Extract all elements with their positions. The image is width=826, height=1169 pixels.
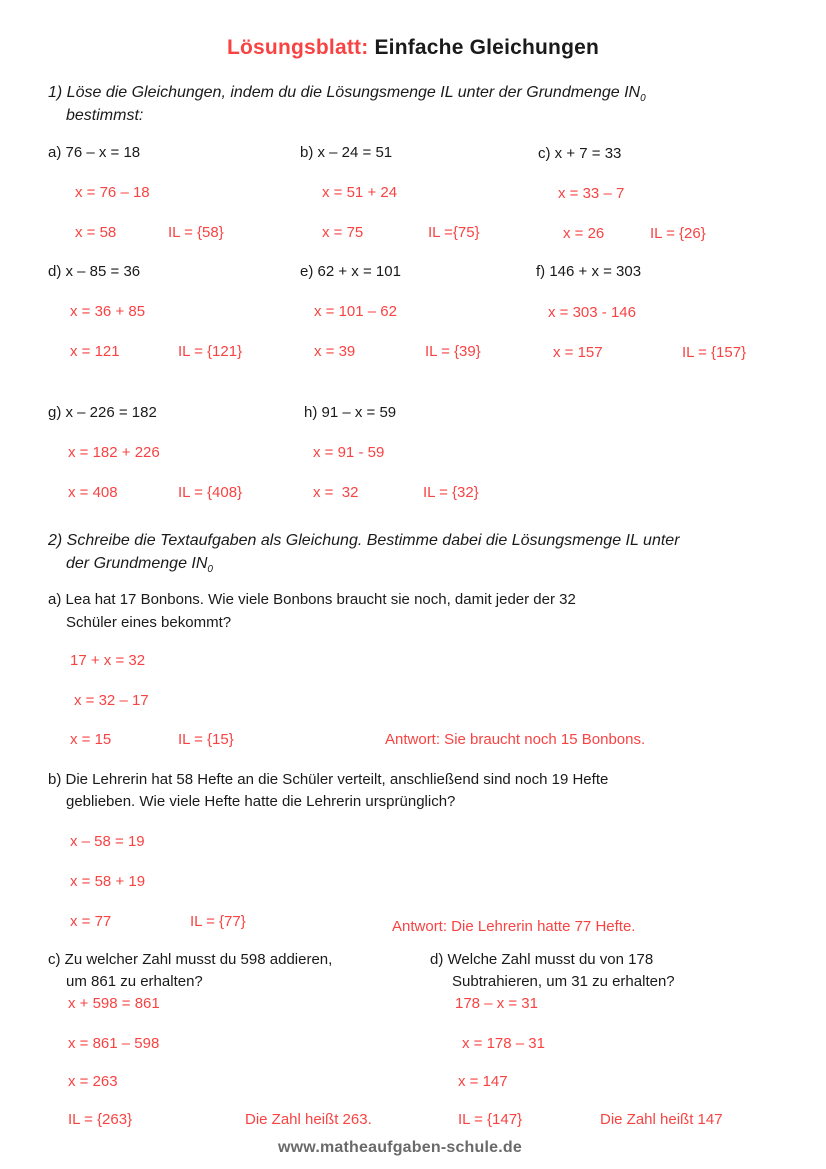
solution-step: x = 101 – 62	[314, 303, 397, 320]
task2-instruction-line2	[66, 554, 213, 576]
solution-set: IL = {26}	[650, 225, 706, 242]
word-problem-text: Schüler eines bekommt?	[66, 614, 232, 631]
instruction-text: der Grundmenge IN	[66, 555, 208, 572]
task2-instruction-line1: 2) Schreibe die Textaufgaben als Gleichung. Bestimme dabei die Lösungsmenge IL unter	[48, 532, 680, 549]
answer-text: Die Zahl heißt 263.	[245, 1111, 372, 1128]
solution-set: IL = {263}	[68, 1111, 133, 1128]
solution-set: IL = {157}	[682, 344, 747, 361]
solution-result: x = 77	[70, 913, 112, 930]
word-problem-text: c) Zu welcher Zahl musst du 598 addieren,	[48, 951, 333, 968]
solution-set: IL = {147}	[458, 1111, 523, 1128]
solution-result: x = 32	[313, 484, 359, 501]
task1-instruction-line1	[48, 83, 646, 105]
solution-step: x = 32 – 17	[74, 692, 149, 709]
problem-label: b) x – 24 = 51	[300, 144, 393, 161]
solution-result: x = 147	[458, 1073, 508, 1090]
answer-text: Antwort: Sie braucht noch 15 Bonbons.	[385, 731, 646, 748]
word-problem-text: um 861 zu erhalten?	[66, 973, 203, 990]
page-title	[0, 36, 826, 60]
equation: 178 – x = 31	[455, 995, 538, 1012]
solution-step: x = 76 – 18	[75, 184, 150, 201]
equation: x + 598 = 861	[68, 995, 160, 1012]
solution-step: x = 36 + 85	[70, 303, 146, 320]
solution-step: x = 33 – 7	[558, 185, 625, 202]
solution-result: x = 39	[314, 343, 356, 360]
answer-text: Antwort: Die Lehrerin hatte 77 Hefte.	[392, 918, 636, 935]
solution-step: x = 861 – 598	[68, 1035, 160, 1052]
solution-result: x = 75	[322, 224, 364, 241]
solution-set: IL = {32}	[423, 484, 479, 501]
problem-label: d) x – 85 = 36	[48, 263, 141, 280]
word-problem-text: b) Die Lehrerin hat 58 Hefte an die Schüler verteilt, anschließend sind noch 19 Hefte	[48, 771, 609, 788]
solution-step: x = 303 - 146	[548, 304, 636, 321]
solution-result: x = 263	[68, 1073, 118, 1090]
solution-set: IL = {15}	[178, 731, 234, 748]
solution-result: x = 157	[553, 344, 603, 361]
grundmenge-subscript: 0	[640, 93, 646, 105]
title-highlight: Lösungsblatt:	[227, 36, 369, 59]
solution-result: x = 15	[70, 731, 112, 748]
solution-set: IL = {77}	[190, 913, 246, 930]
website-footer: www.matheaufgaben-schule.de	[278, 1139, 522, 1156]
solution-result: x = 121	[70, 343, 120, 360]
equation: 17 + x = 32	[70, 652, 146, 669]
solution-set: IL = {39}	[425, 343, 481, 360]
problem-label: a) 76 – x = 18	[48, 144, 141, 161]
problem-label: h) 91 – x = 59	[304, 404, 397, 421]
task1-instruction-line2: bestimmst:	[66, 107, 144, 124]
solution-step: x = 51 + 24	[322, 184, 398, 201]
solution-step: x = 58 + 19	[70, 873, 146, 890]
word-problem-text: a) Lea hat 17 Bonbons. Wie viele Bonbons braucht sie noch, damit jeder der 32	[48, 591, 576, 608]
word-problem-text: Subtrahieren, um 31 zu erhalten?	[452, 973, 675, 990]
solution-step: x = 91 - 59	[313, 444, 385, 461]
solution-set: IL = {408}	[178, 484, 243, 501]
solution-step: x = 178 – 31	[462, 1035, 545, 1052]
title-main: Einfache Gleichungen	[368, 36, 599, 59]
word-problem-text: geblieben. Wie viele Hefte hatte die Lehrerin ursprünglich?	[66, 793, 456, 810]
equation: x – 58 = 19	[70, 833, 145, 850]
solution-result: x = 26	[563, 225, 605, 242]
problem-label: e) 62 + x = 101	[300, 263, 401, 280]
grundmenge-subscript: 0	[207, 564, 213, 576]
instruction-text: 1) Löse die Gleichungen, indem du die Lösungsmenge IL unter der Grundmenge IN	[48, 84, 641, 101]
problem-label: c) x + 7 = 33	[538, 145, 622, 162]
problem-label: f) 146 + x = 303	[536, 263, 642, 280]
problem-label: g) x – 226 = 182	[48, 404, 157, 421]
solution-result: x = 408	[68, 484, 118, 501]
solution-set: IL = {121}	[178, 343, 243, 360]
word-problem-text: d) Welche Zahl musst du von 178	[430, 951, 654, 968]
solution-set: IL ={75}	[428, 224, 480, 241]
solution-result: x = 58	[75, 224, 117, 241]
answer-text: Die Zahl heißt 147	[600, 1111, 723, 1128]
solution-set: IL = {58}	[168, 224, 224, 241]
solution-step: x = 182 + 226	[68, 444, 160, 461]
